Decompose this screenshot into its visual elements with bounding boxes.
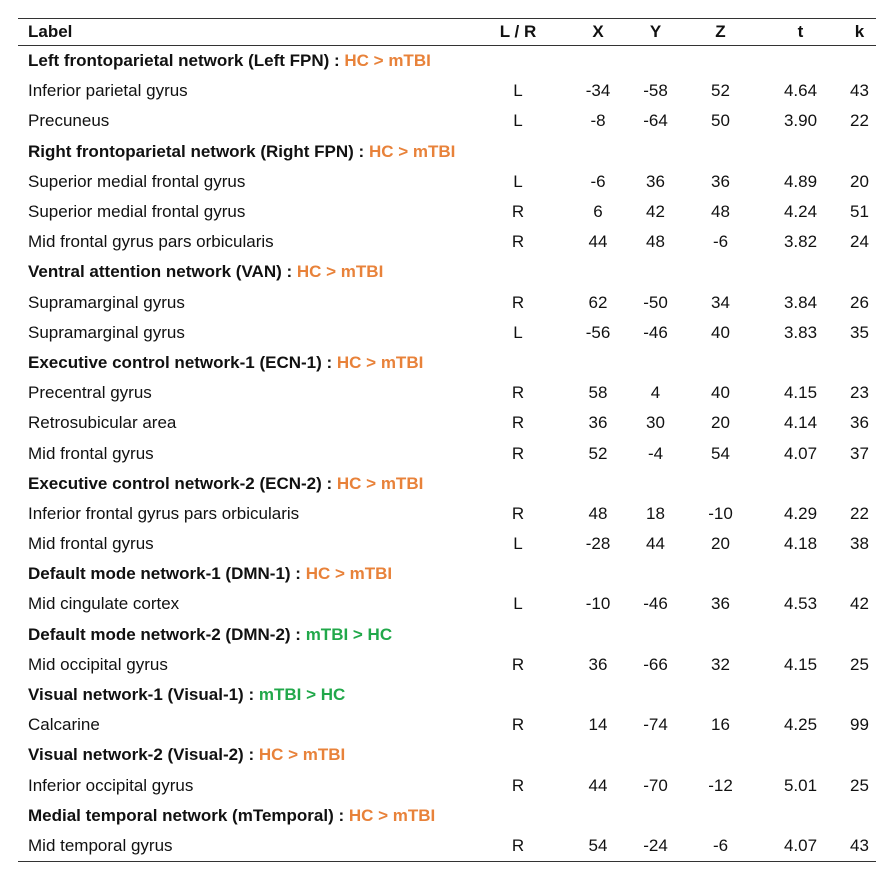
cell-z: 20 xyxy=(711,413,730,433)
cell-k: 38 xyxy=(850,534,869,554)
table-row xyxy=(18,408,876,438)
section-heading xyxy=(18,469,876,499)
cell-k: 25 xyxy=(850,775,869,795)
section-heading xyxy=(18,620,876,650)
cell-lr: L xyxy=(513,111,523,131)
cell-z: 36 xyxy=(711,594,730,614)
cell-lr: L xyxy=(513,171,523,191)
cell-x: 6 xyxy=(593,202,603,222)
cell-label: Calcarine xyxy=(28,715,100,735)
cell-lr: R xyxy=(511,292,525,312)
cell-x: 54 xyxy=(568,831,628,862)
table-body xyxy=(18,46,876,862)
section-separator: : xyxy=(243,685,259,705)
cell-t: 4.07 xyxy=(783,443,818,463)
section-title: Executive control network-2 (ECN-2) xyxy=(28,473,322,493)
table-row xyxy=(18,378,876,408)
table-row xyxy=(18,831,876,862)
cell-z: -6 xyxy=(683,831,758,862)
cell-y: 48 xyxy=(646,232,665,252)
cell-t: 4.64 xyxy=(783,81,818,101)
cell-y: -50 xyxy=(643,292,668,312)
cell-t: 3.90 xyxy=(783,111,818,131)
cell-t: 4.15 xyxy=(783,383,818,403)
cell-x: -8 xyxy=(590,111,606,131)
cell-y: 36 xyxy=(646,171,665,191)
cell-y: -74 xyxy=(643,715,668,735)
cell-lr: L xyxy=(513,594,523,614)
cell-label: Superior medial frontal gyrus xyxy=(28,171,246,191)
cell-t: 4.24 xyxy=(783,202,818,222)
table-row xyxy=(18,167,876,197)
cell-label: Mid frontal gyrus pars orbicularis xyxy=(28,232,274,252)
cell-label: Mid frontal gyrus xyxy=(28,443,154,463)
cell-z: -10 xyxy=(708,503,733,523)
section-separator: : xyxy=(321,352,337,372)
cell-k: 22 xyxy=(850,111,869,131)
cell-y: -46 xyxy=(643,322,668,342)
table-row xyxy=(18,650,876,680)
cell-label: Superior medial frontal gyrus xyxy=(28,202,246,222)
section-separator: : xyxy=(290,624,306,644)
section-contrast: HC > mTBI xyxy=(368,141,456,161)
cell-k: 23 xyxy=(850,383,869,403)
cell-label: Supramarginal gyrus xyxy=(28,322,185,342)
cell-t: 4.07 xyxy=(758,831,843,862)
cell-y: -4 xyxy=(647,443,664,463)
cell-x: 52 xyxy=(588,443,608,463)
cell-k: 42 xyxy=(850,594,869,614)
section-separator: : xyxy=(290,564,306,584)
cell-x: 36 xyxy=(588,654,608,674)
cell-t: 4.29 xyxy=(783,503,818,523)
section-contrast: mTBI > HC xyxy=(305,624,393,644)
section-heading xyxy=(18,740,876,770)
table-row xyxy=(18,589,876,619)
header-label: Label xyxy=(18,19,468,46)
results-table-container xyxy=(18,18,869,862)
cell-t: 3.83 xyxy=(783,322,818,342)
cell-lr: R xyxy=(511,383,525,403)
cell-k: 25 xyxy=(850,654,869,674)
cell-z: 52 xyxy=(711,81,730,101)
cell-lr: L xyxy=(513,81,523,101)
cell-z: 20 xyxy=(711,534,730,554)
cell-x: 36 xyxy=(588,413,608,433)
section-title: Ventral attention network (VAN) xyxy=(28,262,282,282)
cell-k: 99 xyxy=(850,715,869,735)
cell-label: Retrosubicular area xyxy=(28,413,177,433)
cell-x: 48 xyxy=(588,503,608,523)
section-separator: : xyxy=(321,473,337,493)
cell-label: Mid cingulate cortex xyxy=(28,594,180,614)
cell-x: 44 xyxy=(588,232,608,252)
cell-x: 58 xyxy=(588,383,608,403)
cell-k: 20 xyxy=(850,171,869,191)
table-row xyxy=(18,288,876,318)
section-title: Visual network-2 (Visual-2) xyxy=(28,745,244,765)
cell-label: Supramarginal gyrus xyxy=(28,292,185,312)
header-y: Y xyxy=(628,19,683,46)
cell-lr: R xyxy=(511,775,525,795)
cell-lr: L xyxy=(513,322,523,342)
cell-label: Inferior occipital gyrus xyxy=(28,775,194,795)
table-row xyxy=(18,76,876,106)
cell-k: 43 xyxy=(843,831,876,862)
section-separator: : xyxy=(353,141,369,161)
cell-z: 54 xyxy=(711,443,730,463)
cell-y: -70 xyxy=(643,775,668,795)
cell-label: Mid occipital gyrus xyxy=(28,654,168,674)
section-heading xyxy=(18,559,876,589)
section-row xyxy=(18,257,876,287)
cell-z: 32 xyxy=(711,654,730,674)
cell-y: -58 xyxy=(643,81,668,101)
table-row xyxy=(18,710,876,740)
cell-x: 62 xyxy=(588,292,608,312)
section-heading xyxy=(18,348,876,378)
cell-k: 36 xyxy=(850,413,869,433)
header-lr: L / R xyxy=(468,19,568,46)
section-contrast: HC > mTBI xyxy=(348,805,436,825)
section-row xyxy=(18,348,876,378)
cell-y: -46 xyxy=(643,594,668,614)
cell-lr: L xyxy=(513,534,523,554)
cell-t: 4.25 xyxy=(783,715,818,735)
section-contrast: HC > mTBI xyxy=(336,473,424,493)
cell-t: 4.89 xyxy=(783,171,818,191)
cell-x: -10 xyxy=(585,594,611,614)
cell-z: -12 xyxy=(708,775,733,795)
cell-lr: R xyxy=(511,413,525,433)
section-separator: : xyxy=(281,262,297,282)
cell-x: -6 xyxy=(590,171,606,191)
cell-k: 43 xyxy=(850,81,869,101)
cell-lr: R xyxy=(511,232,525,252)
cell-lr: R xyxy=(511,443,525,463)
table-row xyxy=(18,438,876,468)
header-k: k xyxy=(843,19,876,46)
section-row xyxy=(18,620,876,650)
section-title: Medial temporal network (mTemporal) xyxy=(28,805,334,825)
cell-k: 26 xyxy=(850,292,869,312)
cell-k: 24 xyxy=(850,232,869,252)
section-row xyxy=(18,740,876,770)
section-heading xyxy=(18,137,876,167)
cell-y: -64 xyxy=(643,111,668,131)
cell-x: -56 xyxy=(585,322,611,342)
section-contrast: HC > mTBI xyxy=(305,564,393,584)
cell-y: 30 xyxy=(646,413,665,433)
cell-t: 4.14 xyxy=(783,413,818,433)
cell-k: 37 xyxy=(850,443,869,463)
cell-label: Mid temporal gyrus xyxy=(18,831,468,862)
cell-x: -28 xyxy=(585,534,611,554)
section-contrast: HC > mTBI xyxy=(258,745,346,765)
cell-t: 4.18 xyxy=(783,534,818,554)
cell-y: 18 xyxy=(646,503,665,523)
section-contrast: HC > mTBI xyxy=(344,51,431,71)
cell-y: 42 xyxy=(646,202,665,222)
section-separator: : xyxy=(329,51,345,71)
table-row xyxy=(18,197,876,227)
header-t: t xyxy=(758,19,843,46)
section-row xyxy=(18,559,876,589)
cell-z: 48 xyxy=(711,202,730,222)
section-title: Visual network-1 (Visual-1) xyxy=(28,685,244,705)
section-heading xyxy=(18,257,876,287)
cell-lr: R xyxy=(511,654,525,674)
cell-y: -66 xyxy=(643,654,668,674)
cell-lr: R xyxy=(468,831,568,862)
section-separator: : xyxy=(243,745,259,765)
cell-label: Precuneus xyxy=(28,111,110,131)
header-row xyxy=(18,19,876,46)
cell-z: 16 xyxy=(711,715,730,735)
section-contrast: mTBI > HC xyxy=(258,685,346,705)
cell-k: 35 xyxy=(850,322,869,342)
cell-z: 36 xyxy=(711,171,730,191)
section-title: Left frontoparietal network (Left FPN) xyxy=(28,51,330,71)
cell-label: Mid frontal gyrus xyxy=(28,534,154,554)
cell-x: -34 xyxy=(585,81,611,101)
cell-lr: R xyxy=(511,503,525,523)
header-z: Z xyxy=(683,19,758,46)
cell-t: 3.84 xyxy=(783,292,818,312)
cell-lr: R xyxy=(511,202,525,222)
section-row xyxy=(18,46,876,77)
header-x: X xyxy=(568,19,628,46)
cell-z: 40 xyxy=(711,383,730,403)
cell-z: 40 xyxy=(711,322,730,342)
cell-x: 14 xyxy=(588,715,608,735)
table-row xyxy=(18,318,876,348)
cell-t: 3.82 xyxy=(783,232,818,252)
cell-y: 4 xyxy=(650,383,661,403)
section-row xyxy=(18,469,876,499)
section-contrast: HC > mTBI xyxy=(336,352,424,372)
table-row xyxy=(18,499,876,529)
section-row xyxy=(18,801,876,831)
section-separator: : xyxy=(333,805,349,825)
section-heading xyxy=(18,46,876,77)
section-title: Executive control network-1 (ECN-1) xyxy=(28,352,322,372)
section-title: Default mode network-1 (DMN-1) xyxy=(28,564,291,584)
section-title: Default mode network-2 (DMN-2) xyxy=(28,624,291,644)
table-row xyxy=(18,106,876,136)
table-row xyxy=(18,771,876,801)
cell-t: 4.53 xyxy=(783,594,818,614)
cell-k: 51 xyxy=(850,202,869,222)
results-table xyxy=(18,18,876,862)
cell-x: 44 xyxy=(588,775,608,795)
cell-label: Precentral gyrus xyxy=(28,383,152,403)
section-contrast: HC > mTBI xyxy=(296,262,384,282)
cell-lr: R xyxy=(511,715,525,735)
cell-z: 34 xyxy=(711,292,730,312)
cell-z: -6 xyxy=(712,232,729,252)
table-row xyxy=(18,529,876,559)
cell-y: 44 xyxy=(646,534,665,554)
cell-t: 5.01 xyxy=(783,775,818,795)
section-heading xyxy=(18,801,876,831)
section-row xyxy=(18,137,876,167)
table-row xyxy=(18,227,876,257)
cell-label: Inferior parietal gyrus xyxy=(28,81,188,101)
cell-t: 4.15 xyxy=(783,654,818,674)
table-header xyxy=(18,19,876,46)
cell-label: Inferior frontal gyrus pars orbicularis xyxy=(28,503,300,523)
cell-z: 50 xyxy=(711,111,730,131)
section-row xyxy=(18,680,876,710)
section-heading xyxy=(18,680,876,710)
cell-k: 22 xyxy=(850,503,869,523)
section-title: Right frontoparietal network (Right FPN) xyxy=(28,141,354,161)
cell-y: -24 xyxy=(628,831,683,862)
